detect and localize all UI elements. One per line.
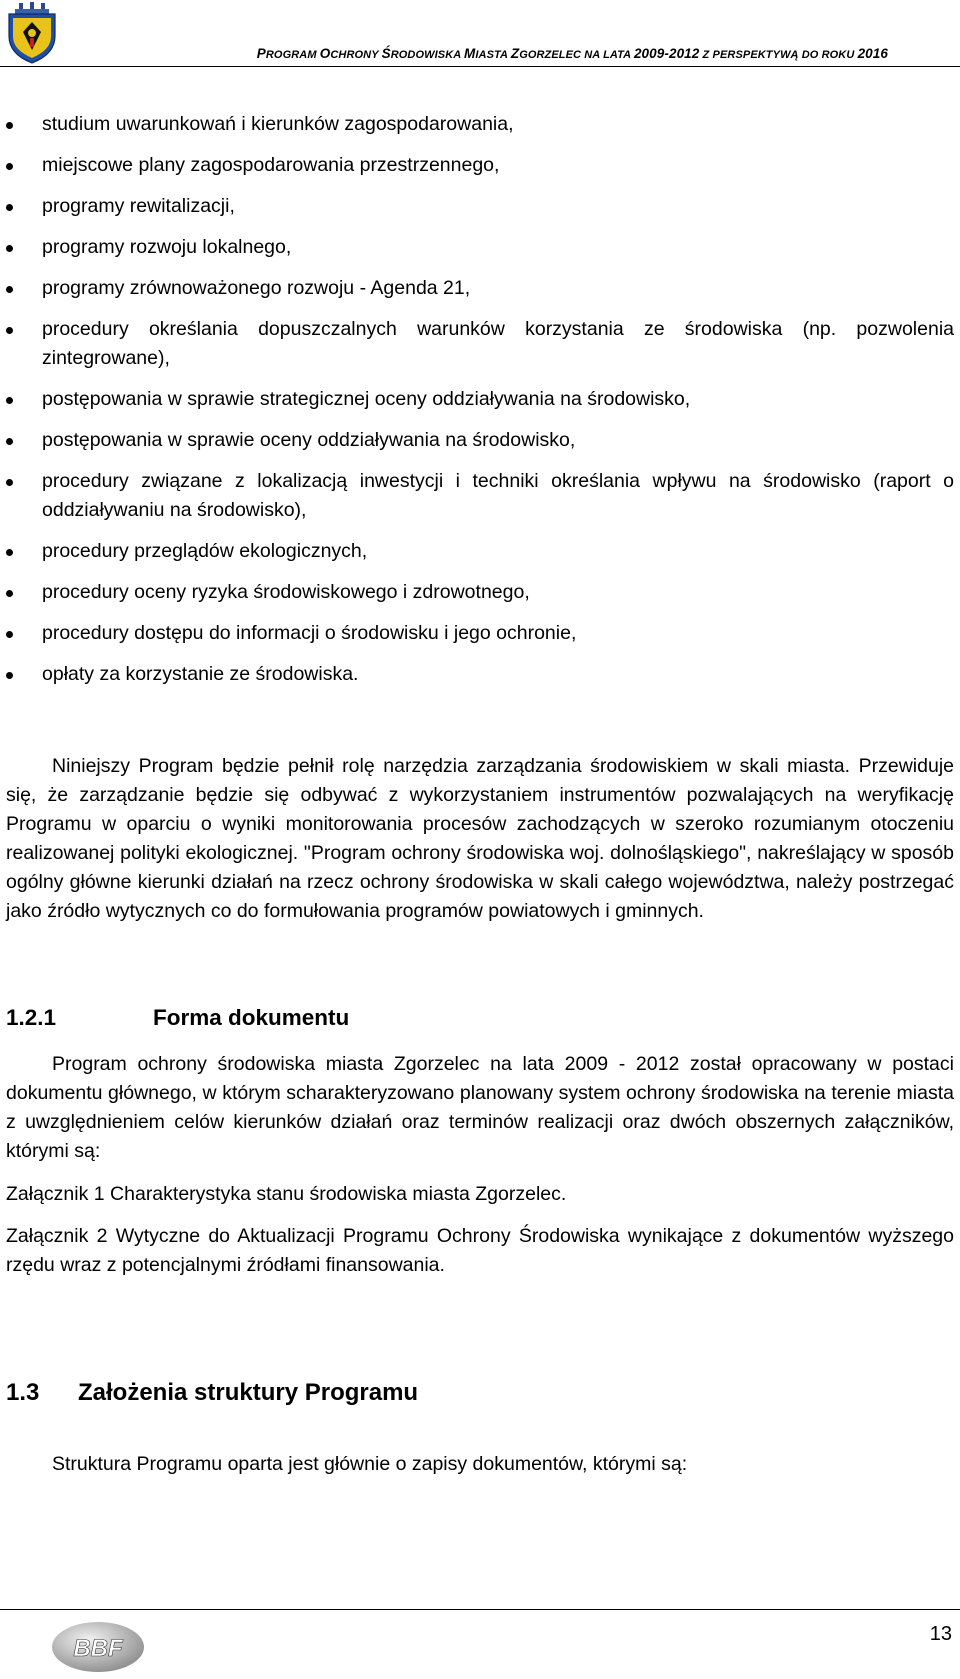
body-paragraph: Niniejszy Program będzie pełnił rolę narzędzia zarządzania środowiskiem w skali miasta. Przewiduje się, że zarządzanie będzie się odbywać z wykorzystaniem instrumentów pozwalających na weryfikację Programu w oparciu o wyniki monitorowania procesów zachodzących w szeroko rozumianym otoczeniu realizowanej polityki ekologicznej. "Program ochrony środowiska woj. dolnośląskiego", nakreślający w sposób ogólny główne kierunki działań na rzecz ochrony środowiska w skali całego województwa, należy postrzegać jako źródło wytycznych co do formułowania programów powiatowych i gminnych. <box>6 755 954 922</box>
list-item <box>6 315 954 373</box>
instrument-list <box>6 110 954 701</box>
bullet-icon <box>6 631 13 638</box>
header-title-segment: O <box>319 46 331 61</box>
list-item <box>6 274 954 303</box>
list-item <box>6 426 954 455</box>
bullet-icon <box>6 163 13 170</box>
bullet-icon <box>6 397 13 404</box>
header-title-segment: ROGRAM <box>265 49 320 61</box>
bbf-logo <box>50 1620 146 1674</box>
list-item-text: programy rozwoju lokalnego, <box>42 236 292 258</box>
bullet-icon <box>6 122 13 129</box>
list-item-text: studium uwarunkowań i kierunków zagospodarowania, <box>42 113 514 135</box>
header-divider <box>0 66 960 67</box>
bullet-icon <box>6 549 13 556</box>
list-item <box>6 151 954 180</box>
header-title-segment: Ś <box>381 46 391 61</box>
body-paragraph: Program ochrony środowiska miasta Zgorzelec na lata 2009 - 2012 został opracowany w postaci dokumentu głównego, w którym scharakteryzowano planowany system ochrony środowiska na terenie miasta z uwzględnieniem celów kierunków działań oraz terminów realizacji oraz dwóch obszernych załączników, którymi są: <box>6 1053 954 1162</box>
header-title-segment: GORZELEC NA LATA <box>519 49 634 61</box>
list-item-text: procedury dostępu do informacji o środowisku i jego ochronie, <box>42 622 577 644</box>
list-item <box>6 578 954 607</box>
document-header-title <box>257 46 888 61</box>
list-item-text: postępowania w sprawie strategicznej oceny oddziaływania na środowisko, <box>42 388 691 410</box>
bullet-icon <box>6 672 13 679</box>
city-crest-icon <box>5 2 59 64</box>
footer-divider <box>0 1609 960 1610</box>
list-item <box>6 660 954 689</box>
page-number: 13 <box>929 1623 952 1645</box>
list-item <box>6 385 954 414</box>
section-heading <box>6 1379 418 1407</box>
bullet-icon <box>6 286 13 293</box>
page-header <box>0 0 960 68</box>
list-item-text: procedury określania dopuszczalnych warunków korzystania ze środowiska (np. pozwolenia zintegrowane), <box>42 318 954 369</box>
header-title-segment: 2016 <box>857 46 888 61</box>
section-heading <box>6 1005 349 1031</box>
list-item-text: postępowania w sprawie oceny oddziaływania na środowisko, <box>42 429 576 451</box>
list-item-text: miejscowe plany zagospodarowania przestrzennego, <box>42 154 500 176</box>
list-item-text: procedury przeglądów ekologicznych, <box>42 540 368 562</box>
bullet-icon <box>6 438 13 445</box>
list-item-text: procedury oceny ryzyka środowiskowego i zdrowotnego, <box>42 581 530 603</box>
attachment-line: Załącznik 1 Charakterystyka stanu środowiska miasta Zgorzelec. <box>6 1183 567 1205</box>
bullet-icon <box>6 590 13 597</box>
list-item-text: programy zrównoważonego rozwoju - Agenda 21, <box>42 277 471 299</box>
attachment-line: Załącznik 2 Wytyczne do Aktualizacji Programu Ochrony Środowiska wynikające z dokumentów wyższego rzędu wraz z potencjalnymi źródłami finansowania. <box>6 1225 954 1276</box>
header-title-segment: P <box>256 46 266 61</box>
section-title: Założenia struktury Programu <box>78 1379 419 1406</box>
header-title-segment: CHRONY <box>330 49 382 61</box>
header-title-segment: 2009-2012 <box>633 46 700 61</box>
header-title-segment: IASTA <box>475 49 511 61</box>
bullet-icon <box>6 245 13 252</box>
header-title-segment: M <box>464 46 476 61</box>
body-paragraph: Struktura Programu oparta jest głównie o zapisy dokumentów, którymi są: <box>52 1453 688 1475</box>
header-title-segment: Z PERSPEKTYWĄ DO ROKU <box>699 49 858 61</box>
list-item <box>6 467 954 525</box>
logo-text: BBF <box>73 1635 123 1662</box>
list-item <box>6 110 954 139</box>
list-item <box>6 233 954 262</box>
section-number: 1.2.1 <box>6 1005 57 1030</box>
bullet-icon <box>6 204 13 211</box>
list-item-text: procedury związane z lokalizacją inwestycji i techniki określania wpływu na środowisko (raport o oddziaływaniu na środowisko), <box>42 470 954 521</box>
section-title: Forma dokumentu <box>153 1005 350 1030</box>
header-title-segment: RODOWISKA <box>390 49 465 61</box>
bullet-icon <box>6 327 13 334</box>
section-number: 1.3 <box>6 1379 40 1406</box>
header-title-segment: Z <box>510 46 520 61</box>
list-item <box>6 537 954 566</box>
list-item-text: opłaty za korzystanie ze środowiska. <box>42 663 359 685</box>
bullet-icon <box>6 479 13 486</box>
list-item-text: programy rewitalizacji, <box>42 195 235 217</box>
list-item <box>6 192 954 221</box>
list-item <box>6 619 954 648</box>
